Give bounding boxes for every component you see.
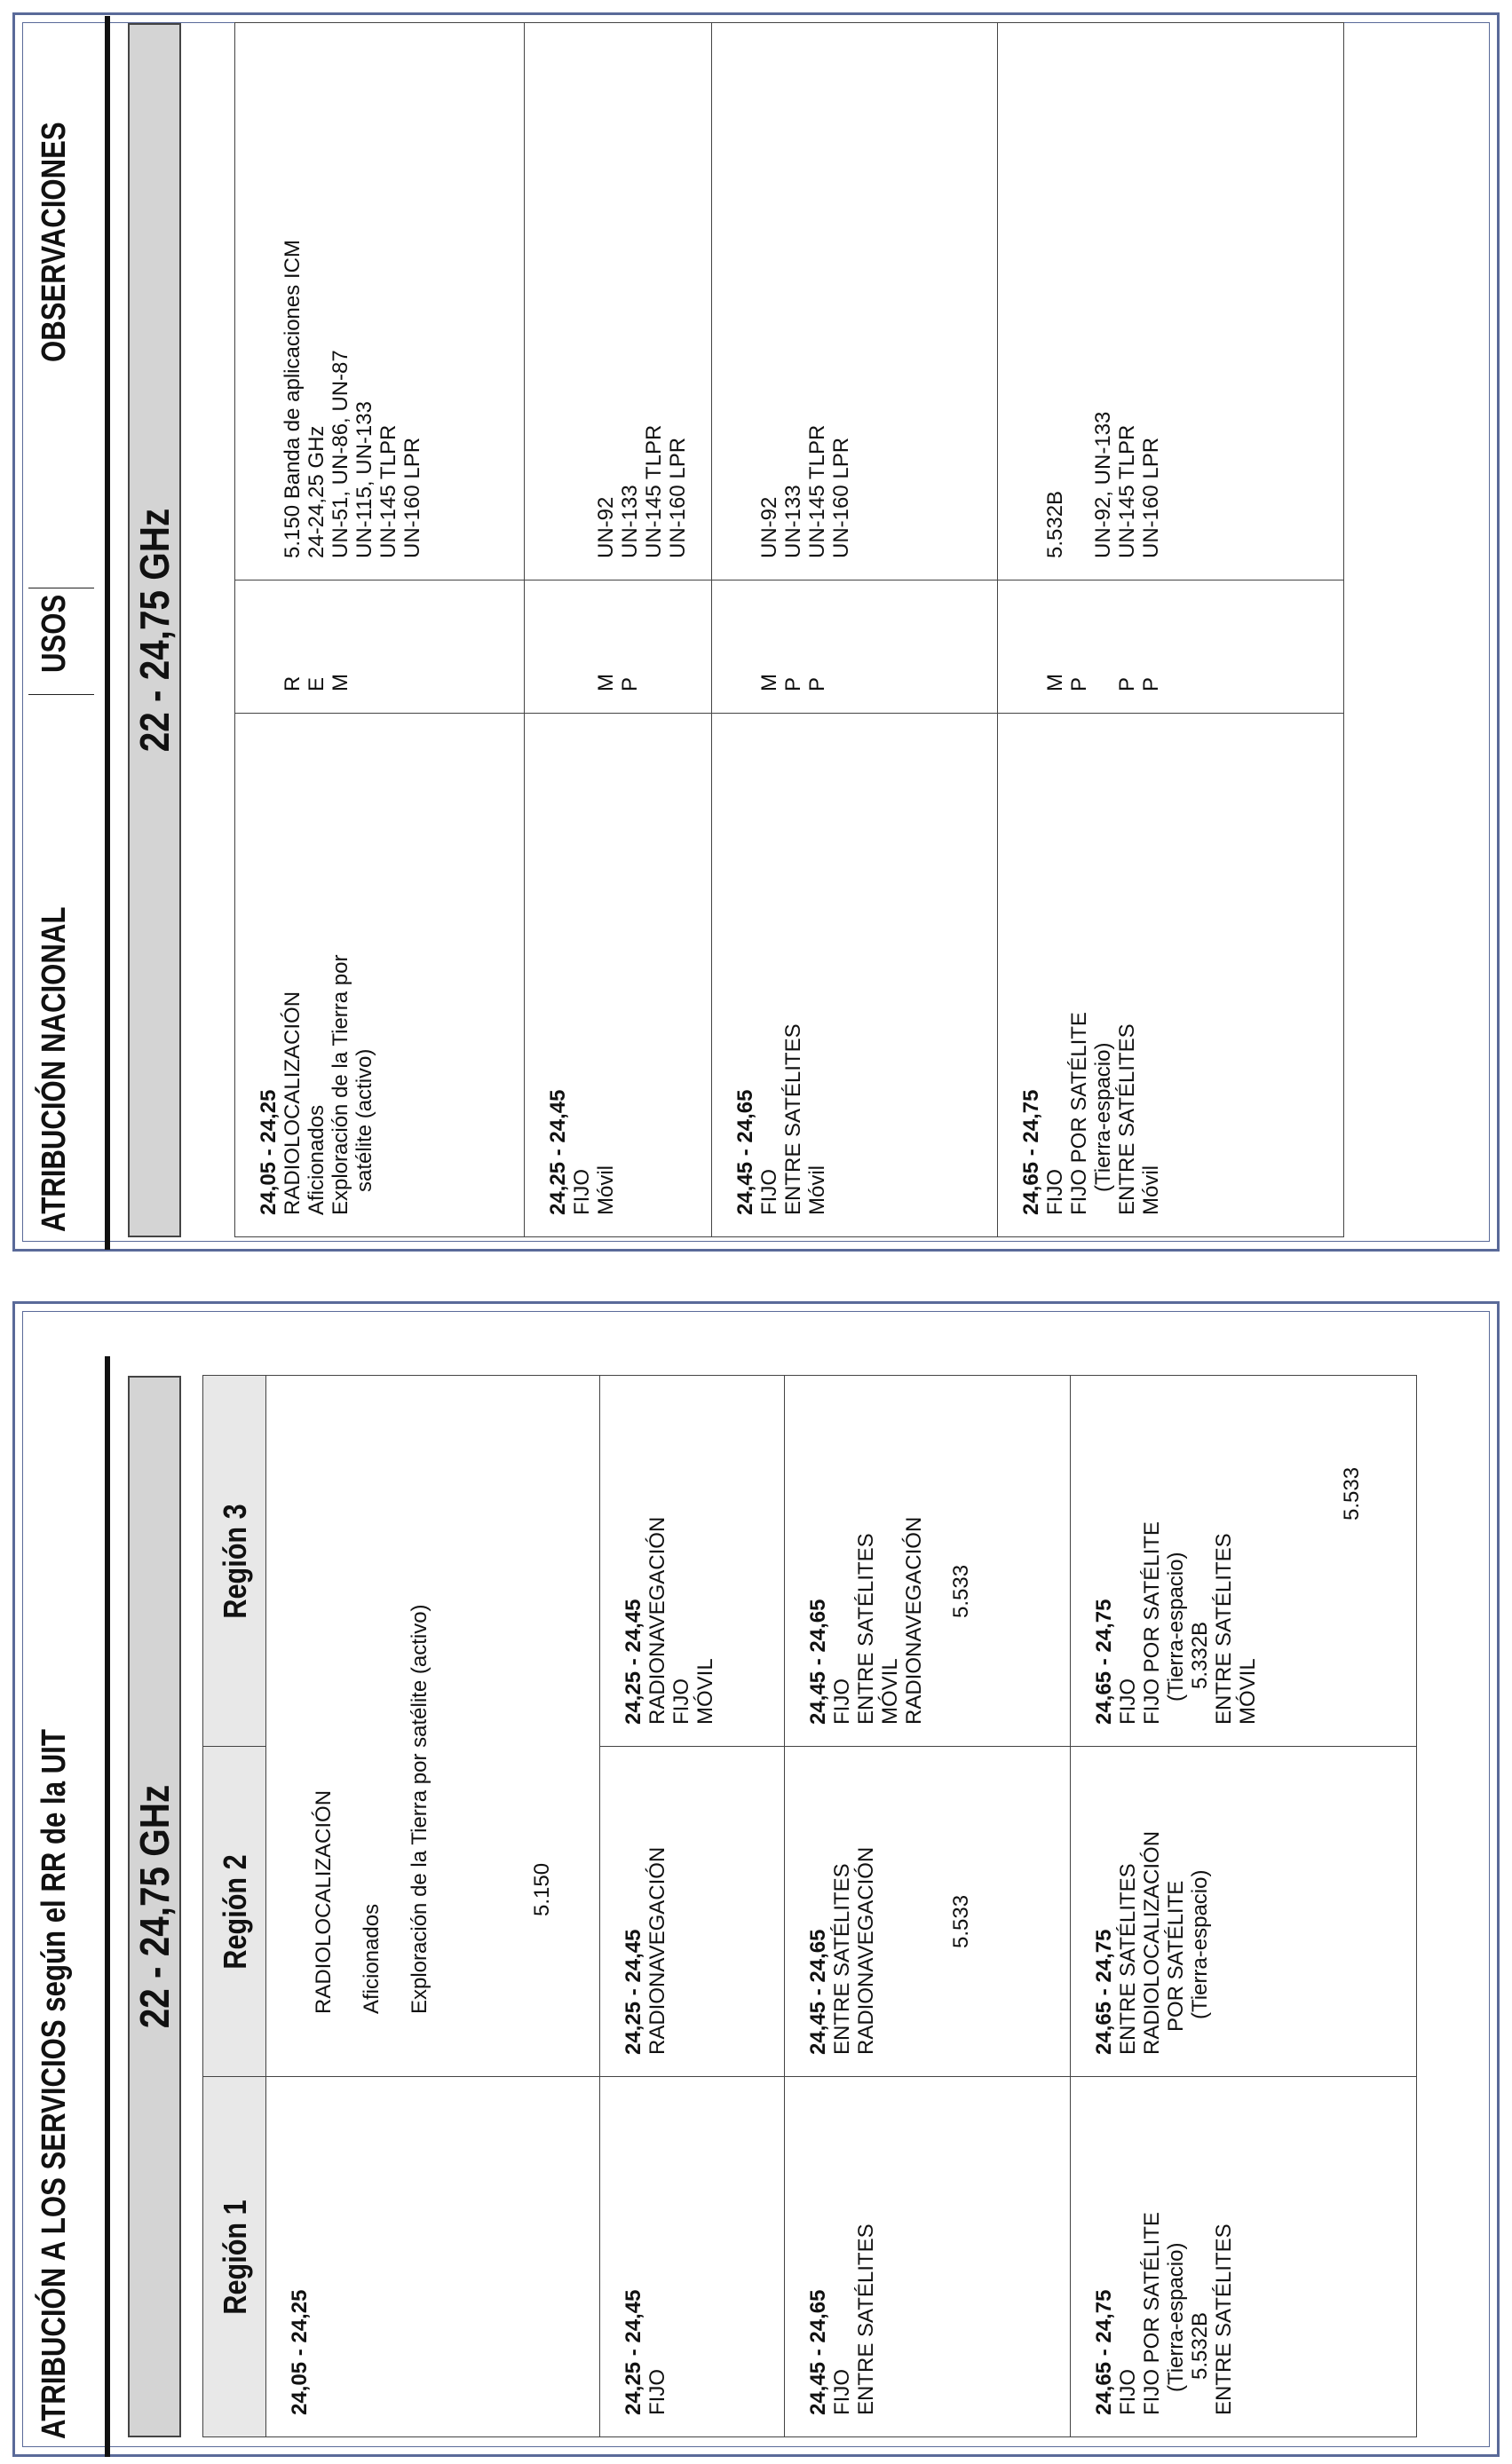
nacional-row <box>712 23 998 1237</box>
nacional-row <box>525 23 712 1237</box>
uit-row <box>266 1376 600 2437</box>
uit-row <box>1071 1376 1417 2437</box>
nacional-band-bar <box>128 23 181 1237</box>
r1-cell: 24,05 - 24,25 <box>266 2077 600 2437</box>
nacional-uses-cell: R E M <box>235 580 525 714</box>
uit-band: 22 - 24,75 GHz <box>131 1784 178 2029</box>
nacional-uses-cell: M P P P <box>998 580 1344 714</box>
nacional-observations-cell: 5.532B UN-92, UN-133 UN-145 TLPR UN-160 LPR <box>998 23 1344 580</box>
nacional-content <box>16 16 1490 1250</box>
title-rule <box>105 16 110 1250</box>
footnote: 5.533 <box>1340 1466 1364 1520</box>
nacional-row <box>235 23 525 1237</box>
uit-row <box>600 1376 785 2437</box>
r1-cell: 24,45 - 24,65 FIJO ENTRE SATÉLITES <box>785 2077 1071 2437</box>
nacional-table <box>234 22 1344 1237</box>
r1-cell: 24,25 - 24,45 FIJO <box>600 2077 785 2437</box>
footnote: 5.533 <box>949 1894 973 1948</box>
nacional-services-cell: 24,45 - 24,65 FIJO ENTRE SATÉLITES Móvil <box>712 714 998 1237</box>
observaciones-title: OBSERVACIONES <box>36 122 73 362</box>
title-divider <box>28 694 94 695</box>
nacional-band: 22 - 24,75 GHz <box>131 508 178 753</box>
title-rule <box>105 1356 110 2457</box>
uit-band-bar <box>128 1376 181 2437</box>
region-1-header: Región 1 <box>203 2077 266 2437</box>
nacional-services-cell: 24,65 - 24,75 FIJO FIJO POR SATÉLITE (Tierra-espacio) ENTRE SATÉLITES Móvil <box>998 714 1344 1237</box>
nacional-uses-cell: M P <box>525 580 712 714</box>
uit-content <box>16 1356 1490 2457</box>
r1-cell: 24,65 - 24,75 FIJO FIJO POR SATÉLITE (Tierra-espacio) 5.532B ENTRE SATÉLITES <box>1071 2077 1417 2437</box>
footnote: 5.533 <box>949 1564 973 1618</box>
nacional-observations-cell: UN-92 UN-133 UN-145 TLPR UN-160 LPR <box>525 23 712 580</box>
r3-cell: 24,25 - 24,45 RADIONAVEGACIÓN FIJO MÓVIL <box>600 1376 785 1747</box>
r23-merged-cell: RADIOLOCALIZACIÓN Aficionados Exploración de la Tierra por satélite (activo) 5.150 <box>266 1376 600 2077</box>
nacional-services-cell: 24,05 - 24,25 RADIOLOCALIZACIÓN Aficionados Exploración de la Tierra por satélite (activo) <box>235 714 525 1237</box>
r2-cell: 24,45 - 24,65 ENTRE SATÉLITES RADIONAVEGACIÓN 5.533 <box>785 1747 1071 2077</box>
nacional-uses-cell: M P P <box>712 580 998 714</box>
nacional-observations-cell: 5.150 Banda de aplicaciones ICM 24-24,25 GHz UN-51, UN-86, UN-87 UN-115, UN-133 UN-145 TLPR UN-160 LPR <box>235 23 525 580</box>
region-2-header: Región 2 <box>203 1747 266 2077</box>
nacional-title: ATRIBUCIÓN NACIONAL <box>36 906 73 1232</box>
uit-title: ATRIBUCIÓN A LOS SERVICIOS según el RR de la UIT <box>36 1729 73 2439</box>
footnote: 5.150 <box>530 1862 554 1916</box>
nacional-row <box>998 23 1344 1237</box>
uit-header-row <box>203 1376 266 2437</box>
uit-row <box>785 1376 1071 2437</box>
usos-title: USOS <box>36 594 73 673</box>
r2-cell: 24,65 - 24,75 ENTRE SATÉLITES RADIOLOCALIZACIÓN POR SATÉLITE (Tierra-espacio) <box>1071 1747 1417 2077</box>
uit-table <box>202 1375 1417 2437</box>
r3-cell: 24,65 - 24,75 FIJO FIJO POR SATÉLITE (Tierra-espacio) 5.332B ENTRE SATÉLITES MÓVIL 5.533 <box>1071 1376 1417 1747</box>
nacional-services-cell: 24,25 - 24,45 FIJO Móvil <box>525 714 712 1237</box>
r2-cell: 24,25 - 24,45 RADIONAVEGACIÓN <box>600 1747 785 2077</box>
region-3-header: Región 3 <box>203 1376 266 1747</box>
nacional-observations-cell: UN-92 UN-133 UN-145 TLPR UN-160 LPR <box>712 23 998 580</box>
r3-cell: 24,45 - 24,65 FIJO ENTRE SATÉLITES MÓVIL RADIONAVEGACIÓN 5.533 <box>785 1376 1071 1747</box>
